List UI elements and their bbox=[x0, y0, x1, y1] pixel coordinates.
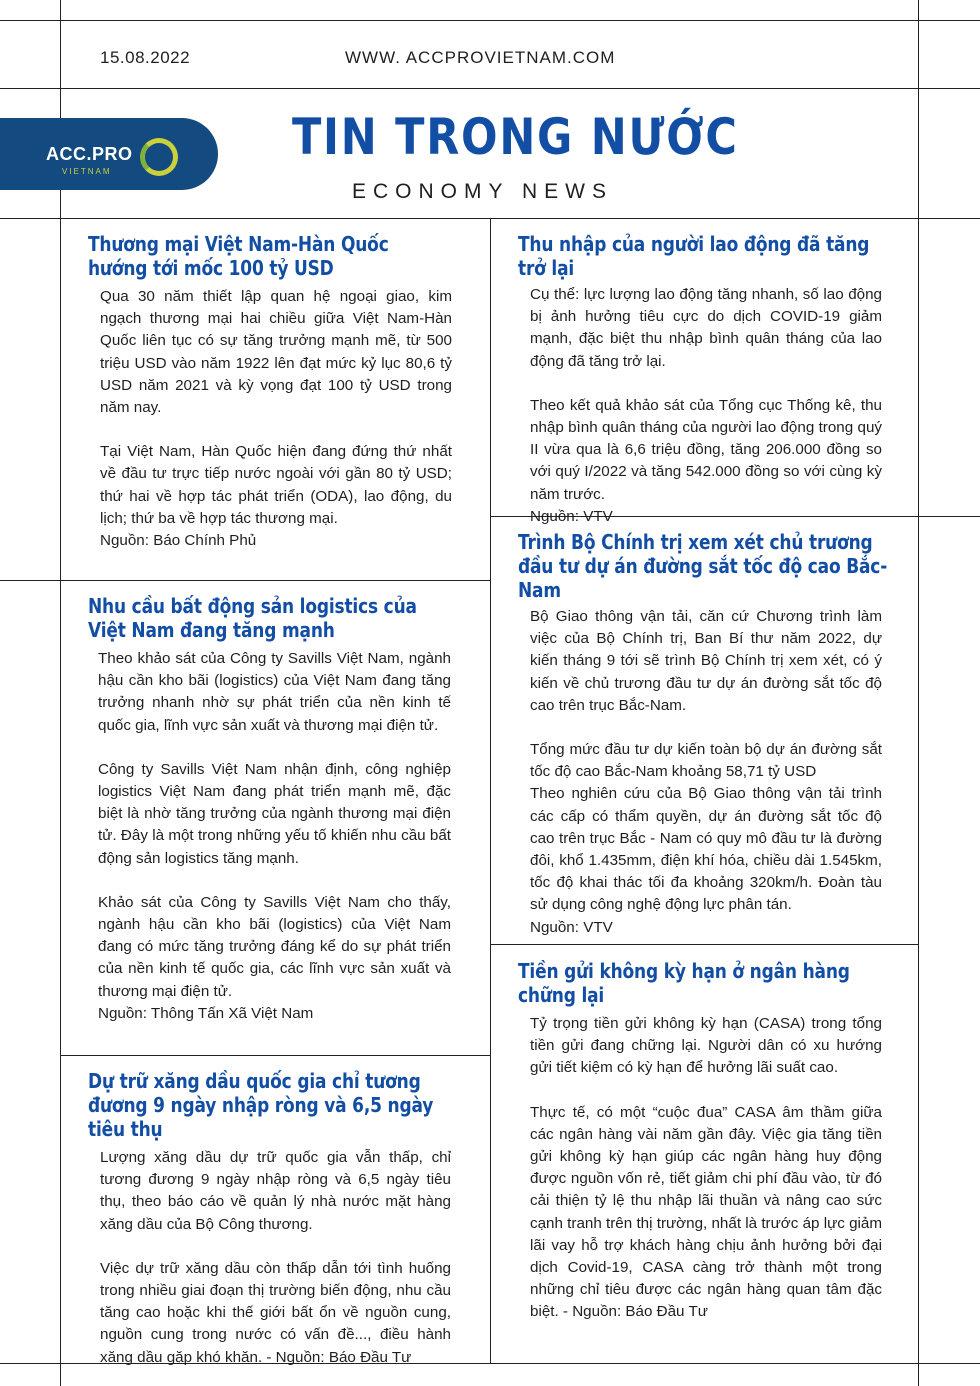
article-paragraph: Tỷ trọng tiền gửi không kỳ hạn (CASA) trong tổng tiền gửi đang chững lại. Người dân có xu hướng gửi tiết kiệm có kỳ hạn để hưởng lãi suất cao. bbox=[530, 1015, 882, 1077]
logo-ring-icon bbox=[140, 138, 178, 176]
article-high-speed-railway bbox=[518, 530, 890, 939]
article-worker-income bbox=[518, 232, 890, 528]
article-paragraph: Cụ thể: lực lượng lao động tăng nhanh, số lao động bị ảnh hưởng tiêu cực do dịch COVID-19 giảm mạnh, đặc biệt thu nhập bình quân tháng của lao động đã tăng trở lại. bbox=[530, 286, 882, 370]
page-subtitle: ECONOMY NEWS bbox=[352, 180, 613, 203]
article-title: Nhu cầu bất động sản logistics của Việt Nam đang tăng mạnh bbox=[88, 594, 417, 642]
article-title: Thu nhập của người lao động đã tăng trở lại bbox=[518, 232, 870, 280]
grid-line-right-2 bbox=[490, 944, 918, 945]
grid-line-header bbox=[0, 88, 980, 89]
article-paragraph: Qua 30 năm thiết lập quan hệ ngoại giao, kim ngạch thương mại hai chiều giữa Việt Nam-Hàn Quốc liên tục có sự tăng trưởng mạnh mẽ, từ 500 triệu USD vào năm 1922 lên đạt mức kỷ lục 80,6 tỷ USD năm 2021 và kỳ vọng đạt 100 tỷ USD trong năm nay. bbox=[100, 288, 452, 417]
article-body bbox=[530, 1013, 882, 1324]
article-paragraph: Tổng mức đầu tư dự kiến toàn bộ dự án đường sắt tốc độ cao Bắc-Nam khoảng 58,71 tỷ USD bbox=[530, 741, 882, 781]
article-paragraph: Theo khảo sát của Công ty Savills Việt Nam, ngành hậu cần kho bãi (logistics) của Việt Nam đang tăng trưởng nhanh nhờ sự phát triển của nền kinh tế quốc gia, lĩnh vực sản xuất và thương mại điện tử. bbox=[98, 650, 451, 734]
article-vietnam-korea-trade bbox=[88, 232, 452, 552]
article-demand-deposits bbox=[518, 959, 890, 1324]
article-paragraph: Tại Việt Nam, Hàn Quốc hiện đang đứng thứ nhất về đầu tư trực tiếp nước ngoài với gần 80 tỷ USD; thứ hai về hợp tác phát triển (ODA), lao động, du lịch; thứ ba về hợp tác thương mại. bbox=[100, 443, 452, 527]
article-title: Dự trữ xăng dầu quốc gia chỉ tương đương 9 ngày nhập ròng và 6,5 ngày tiêu thụ bbox=[88, 1069, 434, 1141]
grid-line-left-2 bbox=[60, 1055, 490, 1056]
article-body bbox=[100, 1147, 451, 1369]
issue-date: 15.08.2022 bbox=[100, 48, 191, 67]
article-paragraph: Bộ Giao thông vận tải, căn cứ Chương trình làm việc của Bộ Chính trị, Ban Bí thư năm 2022, dự kiến tháng 9 tới sẽ trình Bộ Chính trị xem xét, có ý kiến về chủ trương đầu tư dự án đường sắt tốc độ cao trên trục Bắc-Nam. bbox=[530, 608, 882, 714]
article-source: Nguồn: VTV bbox=[530, 918, 613, 936]
article-body bbox=[530, 606, 882, 939]
article-body bbox=[530, 284, 882, 528]
article-paragraph: Theo kết quả khảo sát của Tổng cục Thống kê, thu nhập bình quân tháng của người lao động trong quý II vừa qua là 6,6 triệu đồng, tăng 206.000 đồng so với quý I/2022 và tăng 542.000 đồng so với cùng kỳ năm trước. bbox=[530, 396, 882, 503]
grid-line-right bbox=[918, 0, 919, 1386]
article-fuel-reserves bbox=[88, 1069, 452, 1369]
grid-line-center bbox=[490, 218, 491, 1363]
article-paragraph: Thực tế, có một “cuộc đua” CASA âm thầm giữa các ngân hàng vài năm gần đây. Việc gia tăng tiền gửi không kỳ hạn giúp các ngân hàng huy động được nguồn vốn rẻ, tiết giảm chi phí đầu vào, từ đó cải thiện tỷ lệ thu nhập lãi thuần và nâng cao sức cạnh tranh trên thị trường, nhất là trước áp lực giảm lãi vay hỗ trợ khách hàng chịu ảnh hưởng bởi đại dịch Covid-19, CASA càng trở thành một trong những chỉ tiêu được các ngân hàng quan tâm đặc biệt. - Nguồn: Báo Đầu Tư bbox=[530, 1103, 882, 1321]
grid-line-left-1 bbox=[0, 580, 490, 581]
website-link[interactable]: WWW. ACCPROVIETNAM.COM bbox=[345, 48, 616, 67]
article-source: Nguồn: Báo Chính Phủ bbox=[100, 532, 257, 550]
article-paragraph: Việc dự trữ xăng dầu còn thấp dẫn tới tình huống trong nhiều giai đoạn thị trường biến động, nhu cầu tăng cao hoặc khi thế giới bất ổn về nguồn cung, nguồn cung trong nước có vấn đề..., điều hành xăng dầu gặp khó khăn. - Nguồn: Báo Đầu Tư bbox=[100, 1259, 451, 1366]
article-paragraph: Khảo sát của Công ty Savills Việt Nam cho thấy, ngành hậu cần kho bãi (logistics) của Việt Nam đang có mức tăng trưởng đáng kể do sự phát triển của nền kinh tế quốc gia, các lĩnh vực sản xuất và thương mại điện tử. bbox=[98, 893, 451, 1000]
logo-name: ACC.PRO bbox=[46, 144, 133, 164]
grid-line-title bbox=[0, 218, 980, 219]
grid-line-left bbox=[60, 0, 61, 1386]
article-title: Trình Bộ Chính trị xem xét chủ trương đầu tư dự án đường sắt tốc độ cao Bắc-Nam bbox=[518, 530, 888, 602]
article-paragraph: Theo nghiên cứu của Bộ Giao thông vận tải trình các cấp có thẩm quyền, dự án đường sắt tốc độ cao trên trục Bắc - Nam có quy mô đầu tư là đường đôi, khổ 1.435mm, điện khí hóa, chiều dài 1.545km, tốc độ khai thác tối đa khoảng 320km/h. Đoàn tàu sử dụng công nghệ động lực phân tán. bbox=[530, 785, 882, 914]
article-paragraph: Lượng xăng dầu dự trữ quốc gia vẫn thấp, chỉ tương đương 9 ngày nhập ròng và 6,5 ngày tiêu thụ, theo báo cáo về quản lý nhà nước mặt hàng xăng dầu của Bộ Công thương. bbox=[100, 1149, 451, 1233]
page-title: TIN TRONG NƯỚC bbox=[292, 108, 739, 166]
article-logistics-real-estate bbox=[88, 594, 452, 1025]
article-body bbox=[98, 648, 451, 1025]
article-title: Thương mại Việt Nam-Hàn Quốc hướng tới mốc 100 tỷ USD bbox=[88, 232, 389, 280]
article-source: Nguồn: VTV bbox=[530, 507, 613, 525]
logo-sub: VIETNAM bbox=[62, 167, 112, 176]
article-body bbox=[100, 286, 452, 552]
article-source: Nguồn: Thông Tấn Xã Việt Nam bbox=[98, 1004, 314, 1022]
acc-pro-logo bbox=[0, 118, 218, 190]
grid-line-top bbox=[0, 20, 980, 21]
article-title: Tiền gửi không kỳ hạn ở ngân hàng chững lại bbox=[518, 959, 850, 1007]
article-paragraph: Công ty Savills Việt Nam nhận định, công nghiệp logistics Việt Nam đang phát triển mạnh mẽ, đặc biệt là nhờ tăng trưởng của ngành thương mại điện tử. Đây là một trong những yếu tố khiến nhu cầu bất động sản logistics tăng mạnh. bbox=[98, 760, 451, 867]
